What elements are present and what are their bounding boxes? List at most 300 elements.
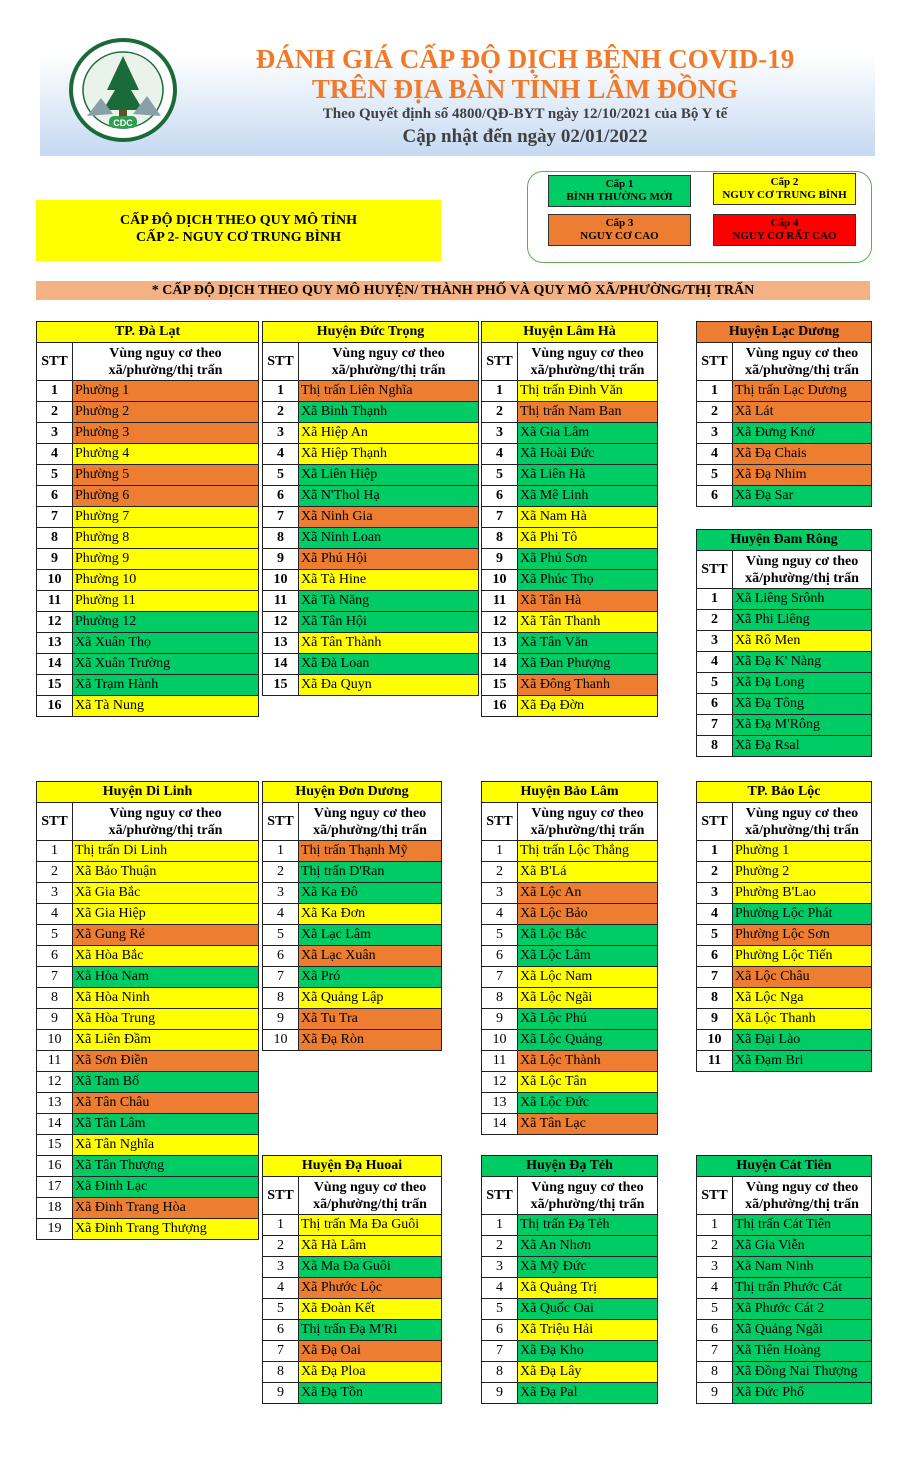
table-row [697,1383,872,1404]
table-row [697,1215,872,1236]
table-row [697,402,872,423]
zone-header: Vùng nguy cơ theo xã/phường/thị trấn [73,803,259,841]
table-row [37,1072,259,1093]
ward-name: Phường 4 [73,444,259,465]
ward-name: Phường B'Lao [733,883,872,904]
ward-name: Xã Đoàn Kết [299,1299,442,1320]
ward-name: Xã Đạ Ròn [299,1030,442,1051]
row-number: 5 [263,465,299,486]
row-number: 10 [482,570,518,591]
table-row [482,1362,658,1383]
ward-name: Xã Xuân Trường [73,654,259,675]
table-row [697,1236,872,1257]
row-number: 2 [263,402,299,423]
table-row [482,1215,658,1236]
row-number: 8 [37,528,73,549]
province-level-box [36,200,441,261]
ward-name: Xã Đinh Trang Hòa [73,1198,259,1219]
table-row [37,841,259,862]
row-number: 13 [263,633,299,654]
ward-name: Xã Phước Lộc [299,1278,442,1299]
zone-header: Vùng nguy cơ theo xã/phường/thị trấn [518,803,658,841]
table-row [263,528,479,549]
ward-name: Xã Đại Lào [733,1030,872,1051]
ward-name: Thị trấn Thạnh Mỹ [299,841,442,862]
ward-name: Thị trấn Liên Nghĩa [299,381,479,402]
table-row [482,862,658,883]
ward-name: Phường 5 [73,465,259,486]
ward-name: Xã Trạm Hành [73,675,259,696]
table-row [263,1299,442,1320]
ward-name: Xã Đức Phổ [733,1383,872,1404]
zone-header: Vùng nguy cơ theo xã/phường/thị trấn [73,343,259,381]
table-row [482,1236,658,1257]
district-table-duc-trong [262,321,479,696]
ward-name: Thị trấn Đinh Văn [518,381,658,402]
district-table-bao-loc [696,781,872,1072]
district-name: Huyện Đức Trọng [263,322,479,343]
table-row [263,1383,442,1404]
table-row [263,862,442,883]
table-row [37,696,259,717]
legend-level-3-title: Cấp 3 [605,217,634,229]
row-number: 3 [263,1257,299,1278]
table-row [263,675,479,696]
ward-name: Phường 2 [73,402,259,423]
table-row [37,904,259,925]
stt-header: STT [263,1177,299,1215]
ward-name: Xã Hòa Bắc [73,946,259,967]
ward-name: Xã Đạ Kho [518,1341,658,1362]
row-number: 6 [482,1320,518,1341]
row-number: 13 [37,1093,73,1114]
table-row [697,946,872,967]
table-row [482,444,658,465]
table-row [482,633,658,654]
district-name: Huyện Đơn Dương [263,782,442,803]
row-number: 15 [482,675,518,696]
table-row [482,381,658,402]
row-number: 1 [697,1215,733,1236]
row-number: 2 [263,1236,299,1257]
row-number: 7 [697,1341,733,1362]
row-number: 18 [37,1198,73,1219]
row-number: 2 [482,1236,518,1257]
table-row [263,1009,442,1030]
table-row [482,1093,658,1114]
table-row [37,1114,259,1135]
table-row [482,507,658,528]
zone-header: Vùng nguy cơ theo xã/phường/thị trấn [733,551,872,589]
table-row [263,1030,442,1051]
ward-name: Xã Lộc Nga [733,988,872,1009]
row-number: 4 [697,652,733,673]
zone-header: Vùng nguy cơ theo xã/phường/thị trấn [733,1177,872,1215]
ward-name: Xã Đưng Knớ [733,423,872,444]
table-row [697,841,872,862]
district-name: TP. Bảo Lộc [697,782,872,803]
table-row [263,967,442,988]
table-row [482,1009,658,1030]
table-row [482,402,658,423]
table-row [263,1278,442,1299]
ward-name: Xã Đạ Ploa [299,1362,442,1383]
stt-header: STT [482,1177,518,1215]
ward-name: Xã Lộc Tân [518,1072,658,1093]
ward-name: Xã Tu Tra [299,1009,442,1030]
row-number: 6 [482,946,518,967]
table-row [697,465,872,486]
table-row [37,675,259,696]
legend-level-2-title: Cấp 2 [770,176,799,188]
table-row [697,381,872,402]
table-row [37,444,259,465]
table-row [697,715,872,736]
ward-name: Thị trấn Phước Cát [733,1278,872,1299]
row-number: 9 [263,549,299,570]
row-number: 11 [482,1051,518,1072]
row-number: 10 [37,570,73,591]
row-number: 5 [37,925,73,946]
ward-name: Xã Nam Ninh [733,1257,872,1278]
ward-name: Phường 12 [73,612,259,633]
legend [527,171,872,263]
stt-header: STT [482,343,518,381]
zone-header: Vùng nguy cơ theo xã/phường/thị trấn [733,343,872,381]
table-row [263,591,479,612]
row-number: 13 [482,1093,518,1114]
table-row [482,591,658,612]
row-number: 5 [697,1299,733,1320]
table-row [37,570,259,591]
row-number: 15 [37,675,73,696]
row-number: 7 [482,1341,518,1362]
row-number: 6 [263,486,299,507]
row-number: 7 [37,967,73,988]
ward-name: Xã Đạm Bri [733,1051,872,1072]
table-row [697,736,872,757]
table-row [263,381,479,402]
zone-header: Vùng nguy cơ theo xã/phường/thị trấn [299,1177,442,1215]
ward-name: Xã Rô Men [733,631,872,652]
table-row [37,465,259,486]
district-name: Huyện Bảo Lâm [482,782,658,803]
row-number: 7 [263,967,299,988]
ward-name: Thị trấn Nam Ban [518,402,658,423]
ward-name: Xã Lộc An [518,883,658,904]
ward-name: Xã Quảng Trị [518,1278,658,1299]
ward-name: Xã Lộc Ngãi [518,988,658,1009]
ward-name: Xã Tân Thành [299,633,479,654]
row-number: 13 [482,633,518,654]
zone-header: Vùng nguy cơ theo xã/phường/thị trấn [299,343,479,381]
row-number: 3 [697,1257,733,1278]
ward-name: Xã Ninh Gia [299,507,479,528]
row-number: 3 [697,883,733,904]
table-row [263,570,479,591]
ward-name: Xã Tà Hine [299,570,479,591]
table-row [482,570,658,591]
ward-name: Xã Tiên Hoàng [733,1341,872,1362]
ward-name: Xã Phúc Thọ [518,570,658,591]
ward-name: Xã Lộc Nam [518,967,658,988]
row-number: 4 [263,1278,299,1299]
row-number: 1 [697,841,733,862]
table-row [482,1114,658,1135]
ward-name: Xã Quảng Lập [299,988,442,1009]
legend-level-1 [548,175,691,207]
ward-name: Xã Phi Tô [518,528,658,549]
row-number: 8 [263,988,299,1009]
district-name: Huyện Lâm Hà [482,322,658,343]
table-row [37,591,259,612]
row-number: 16 [482,696,518,717]
table-row [263,612,479,633]
table-row [263,549,479,570]
ward-name: Thị trấn Đạ M'Ri [299,1320,442,1341]
ward-name: Xã Xuân Thọ [73,633,259,654]
row-number: 7 [37,507,73,528]
table-row [37,1198,259,1219]
row-number: 6 [697,1320,733,1341]
table-row [697,694,872,715]
row-number: 9 [37,549,73,570]
table-row [263,1362,442,1383]
district-table-lam-ha [481,321,658,717]
row-number: 5 [263,1299,299,1320]
table-row [482,967,658,988]
decision-reference: Theo Quyết định số 4800/QĐ-BYT ngày 12/10/2021 của Bộ Y tế [322,106,728,122]
row-number: 2 [37,402,73,423]
row-number: 8 [697,1362,733,1383]
table-row [482,654,658,675]
row-number: 2 [697,402,733,423]
ward-name: Xã Sơn Điền [73,1051,259,1072]
table-row [37,862,259,883]
ward-name: Xã Lộc Quảng [518,1030,658,1051]
table-row [263,1320,442,1341]
ward-name: Xã Gia Hiệp [73,904,259,925]
row-number: 11 [37,591,73,612]
row-number: 9 [263,1383,299,1404]
ward-name: Xã Nam Hà [518,507,658,528]
row-number: 8 [697,736,733,757]
table-row [37,402,259,423]
row-number: 5 [37,465,73,486]
row-number: 5 [697,673,733,694]
row-number: 1 [697,381,733,402]
table-row [697,1320,872,1341]
table-row [263,1257,442,1278]
ward-name: Xã Liên Hiệp [299,465,479,486]
table-row [482,1051,658,1072]
row-number: 4 [37,444,73,465]
row-number: 6 [37,486,73,507]
ward-name: Xã Hiệp Thạnh [299,444,479,465]
row-number: 7 [697,715,733,736]
ward-name: Xã Tân Nghĩa [73,1135,259,1156]
ward-name: Thị trấn Lộc Thắng [518,841,658,862]
table-row [697,652,872,673]
row-number: 10 [263,1030,299,1051]
ward-name: Xã Đạ Oai [299,1341,442,1362]
row-number: 13 [37,633,73,654]
row-number: 6 [37,946,73,967]
ward-name: Xã Bảo Thuận [73,862,259,883]
ward-name: Phường 11 [73,591,259,612]
table-row [37,423,259,444]
row-number: 10 [263,570,299,591]
main-title-line2: TRÊN ĐỊA BÀN TỈNH LÂM ĐỒNG [311,74,739,104]
table-row [697,631,872,652]
row-number: 8 [482,988,518,1009]
ward-name: Xã Đạ Tồn [299,1383,442,1404]
row-number: 1 [482,381,518,402]
ward-name: Xã B'Lá [518,862,658,883]
row-number: 6 [263,1320,299,1341]
table-row [697,1009,872,1030]
row-number: 3 [263,883,299,904]
row-number: 14 [263,654,299,675]
ward-name: Xã Hòa Trung [73,1009,259,1030]
ward-name: Xã Liên Hà [518,465,658,486]
ward-name: Xã Triệu Hải [518,1320,658,1341]
ward-name: Xã Đinh Trang Thượng [73,1219,259,1240]
district-name: TP. Đà Lạt [37,322,259,343]
table-row [697,967,872,988]
ward-name: Xã Đà Loan [299,654,479,675]
ward-name: Xã Lạc Xuân [299,946,442,967]
table-row [37,633,259,654]
district-table-da-huoai [262,1155,442,1404]
row-number: 16 [37,1156,73,1177]
row-number: 5 [482,1299,518,1320]
table-row [263,465,479,486]
row-number: 2 [697,610,733,631]
ward-name: Xã Tân Lạc [518,1114,658,1135]
table-row [263,841,442,862]
stt-header: STT [697,343,733,381]
ward-name: Phường 3 [73,423,259,444]
row-number: 3 [482,883,518,904]
row-number: 11 [263,591,299,612]
table-row [697,486,872,507]
ward-name: Xã Lộc Bảo [518,904,658,925]
row-number: 2 [263,862,299,883]
row-number: 2 [697,1236,733,1257]
table-row [263,988,442,1009]
ward-name: Xã Liên Đầm [73,1030,259,1051]
legend-level-4-title: Cấp 4 [770,217,799,229]
ward-name: Xã Đinh Lạc [73,1177,259,1198]
ward-name: Xã Đạ Đờn [518,696,658,717]
row-number: 14 [482,654,518,675]
table-row [37,507,259,528]
ward-name: Xã Tân Hội [299,612,479,633]
ward-name: Xã Lộc Thành [518,1051,658,1072]
row-number: 8 [263,1362,299,1383]
row-number: 8 [482,528,518,549]
district-name: Huyện Lạc Dương [697,322,872,343]
row-number: 15 [263,675,299,696]
row-number: 9 [482,1009,518,1030]
district-table-don-duong [262,781,442,1051]
row-number: 16 [37,696,73,717]
table-row [263,633,479,654]
ward-name: Xã Lộc Đức [518,1093,658,1114]
ward-name: Phường Lộc Tiến [733,946,872,967]
row-number: 9 [263,1009,299,1030]
legend-level-4-label: NGUY CƠ RẤT CAO [732,230,837,242]
row-number: 9 [482,549,518,570]
table-row [697,1278,872,1299]
table-row [482,883,658,904]
table-row [697,904,872,925]
table-row [697,988,872,1009]
row-number: 7 [482,967,518,988]
table-row [482,841,658,862]
ward-name: Xã Đạ Rsal [733,736,872,757]
table-row [37,1030,259,1051]
table-row [482,1072,658,1093]
table-row [482,696,658,717]
ward-name: Xã Đạ Nhim [733,465,872,486]
ward-name: Phường 6 [73,486,259,507]
ward-name: Xã Gia Viễn [733,1236,872,1257]
ward-name: Xã Tân Văn [518,633,658,654]
table-row [263,904,442,925]
ward-name: Xã Quảng Ngãi [733,1320,872,1341]
table-row [482,528,658,549]
legend-level-4 [713,214,856,246]
ward-name: Xã Liêng Srônh [733,589,872,610]
row-number: 9 [37,1009,73,1030]
table-row [697,1257,872,1278]
row-number: 1 [482,841,518,862]
ward-name: Xã Ka Đơn [299,904,442,925]
ward-name: Xã Lạc Lâm [299,925,442,946]
row-number: 3 [482,423,518,444]
legend-level-3 [548,214,691,246]
row-number: 8 [482,1362,518,1383]
table-row [697,925,872,946]
ward-name: Xã Ka Đô [299,883,442,904]
table-row [482,486,658,507]
table-row [263,883,442,904]
ward-name: Xã Phước Cát 2 [733,1299,872,1320]
table-row [263,444,479,465]
row-number: 15 [37,1135,73,1156]
row-number: 9 [697,1383,733,1404]
row-number: 5 [482,925,518,946]
table-row [697,883,872,904]
row-number: 12 [482,1072,518,1093]
row-number: 10 [37,1030,73,1051]
ward-name: Xã Đạ Tông [733,694,872,715]
ward-name: Xã Đạ Chais [733,444,872,465]
stt-header: STT [697,803,733,841]
ward-name: Xã Đạ Pal [518,1383,658,1404]
table-row [482,1030,658,1051]
province-level-value: CẤP 2- NGUY CƠ TRUNG BÌNH [136,230,341,245]
table-row [482,946,658,967]
ward-name: Xã Đạ Sar [733,486,872,507]
ward-name: Xã Gia Lâm [518,423,658,444]
district-table-da-lat [36,321,259,717]
row-number: 9 [697,1009,733,1030]
table-row [697,1362,872,1383]
zone-header: Vùng nguy cơ theo xã/phường/thị trấn [299,803,442,841]
